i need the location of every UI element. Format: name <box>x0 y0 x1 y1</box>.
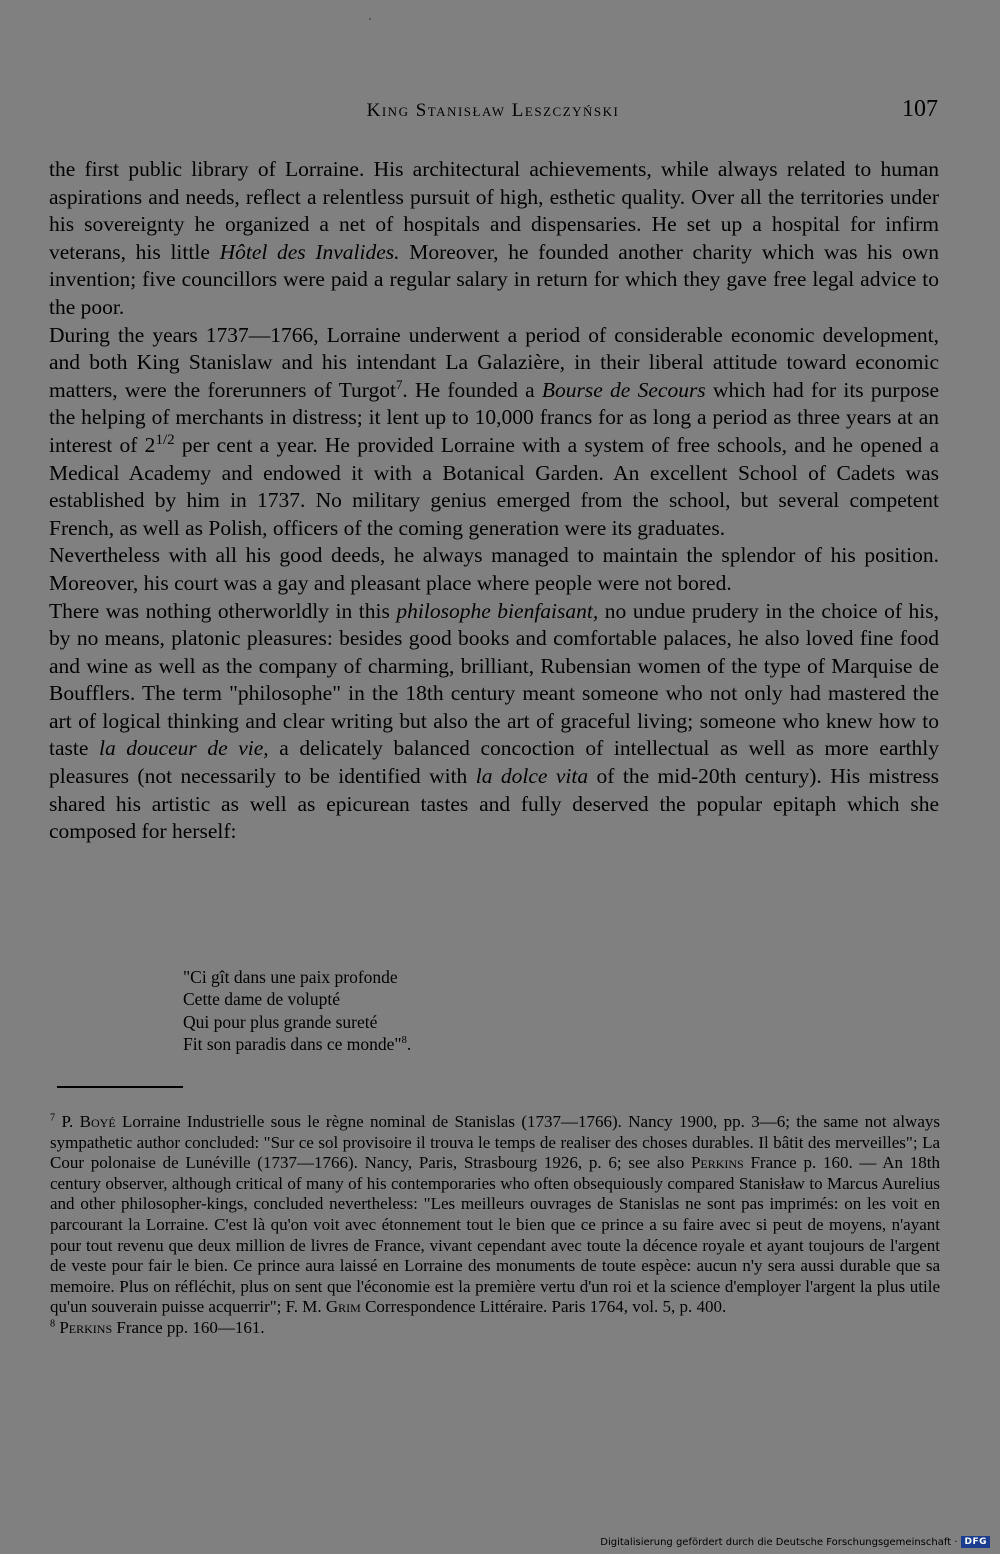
p2-text-c: which had for its purpose the helping of merchants in distress; it lent up to 10,000 francs for as long a period as three years at an interest of 2 <box>49 377 939 457</box>
epitaph-poem <box>183 966 411 1055</box>
footnotes <box>50 1112 940 1339</box>
footnote-7-author-boye: P. Boyé <box>61 1112 116 1131</box>
footnote-7-text-c: Correspondence Littéraire. Paris 1764, vol. 5, p. 400. <box>360 1297 727 1317</box>
running-title: King Stanisław Leszczyński <box>366 100 620 121</box>
footnote-ref-7: 7 <box>395 377 403 392</box>
footnote-divider <box>57 1086 183 1088</box>
footnote-8 <box>50 1318 940 1339</box>
p1-text-a: the first public library of Lorraine. His architectural achievements, while always related to human aspirations and needs, reflect a relentless pursuit of high, esthetic quality. Over all the territories under his sovereignty he organized a net of hospitals and dispensaries. He set up a hospital for infirm veterans, his little <box>49 157 939 264</box>
footnote-7-author-grim: Grim <box>325 1297 361 1317</box>
dfg-logo: DFG <box>961 1536 990 1548</box>
footnote-8-author: Perkins <box>59 1317 113 1337</box>
scan-speck <box>369 18 371 20</box>
paragraph-4 <box>49 598 939 846</box>
footnote-7-author-perkins: Perkins <box>690 1153 744 1173</box>
p4-text-c: a delicately balanced concoction of intellectual as well as more earthly pleasures (not necessarily to be identified with <box>49 736 939 789</box>
paragraph-2 <box>49 322 939 543</box>
p2-italic-bourse: Bourse de Secours <box>541 377 706 402</box>
footnote-7-text-b: France p. 160. — An 18th century observer, although critical of many of his contemporaries who often obsequiously compared Stanisław to Marcus Aurelius and other philosopher-kings, concluded nevertheless: "Les meilleurs ouvrages de Stanislas ne sont pas imprimés: on les voit en parcourant la Lorraine. C'est là qu'on voit avec étonnement tout le bien que ce prince a su faire avec si peut de moyens, n'ayant pour tout revenu que deux million de livres de France, vivant cependant avec toute la décence royale et ayant toujours de l'argent de veste pour fair le bien. Ce prince aura laissé en Lorraine des monuments de toute espèce: aucun n'y sera aussi durable que sa memoire. Plus on réfléchit, plus on sent que l'économie est la première vertu d'un roi et la science d'employer l'argent la plus utile qu'un souverain puisse acquerrir"; F. M. <box>50 1153 940 1317</box>
p4-italic-philosophe: philosophe bienfaisant, <box>396 598 599 623</box>
poem-line-2: Cette dame de volupté <box>183 989 340 1010</box>
footnote-7-text-a: Lorraine Industrielle sous le règne nominal de Stanislas (1737—1766). Nancy 1900, pp. 3—6; the same not always sympathetic author concluded: "Sur ce sol provisoire il trouva le temps de realiser des choses durables. Il bâtit des merveilles"; La Cour polonaise de Lunéville (1737—1766). Nancy, Paris, Strasbourg 1926, p. 6; see also <box>50 1112 940 1173</box>
main-text <box>49 156 939 846</box>
running-head <box>48 96 938 126</box>
poem-line-4-end: . <box>406 1033 412 1054</box>
p4-italic-dolce-vita: la dolce vita <box>475 764 589 789</box>
p4-text-a: There was nothing otherworldly in this <box>49 598 397 623</box>
p2-fraction: 1/2 <box>155 431 175 448</box>
p4-text-d: of the mid-20th century). His mistress shared his artistic as well as epicurean tastes and fully deserved the popular epitaph which she composed for herself: <box>49 764 939 844</box>
footnote-7 <box>50 1112 940 1318</box>
paragraph-1 <box>49 156 939 322</box>
poem-line-3: Qui pour plus grande sureté <box>183 1011 378 1032</box>
poem-line-4 <box>183 1033 411 1055</box>
footnote-8-marker: 8 <box>50 1318 56 1330</box>
poem-line-1: "Ci gît dans une paix profonde <box>183 967 398 987</box>
credit-text: Digitalisierung gefördert durch die Deutsche Forschungsgemeinschaft · <box>600 1537 958 1548</box>
p4-text-b: no undue prudery in the choice of his, by no means, platonic pleasures: besides good books and comfortable palaces, he also loved fine food and wine as well as the company of charming, brilliant, Rubensian women of the type of Marquise de Boufflers. The term "philosophe" in the 18th century meant someone who not only had mastered the art of logical thinking and clear writing but also the art of graceful living; someone who knew how to taste <box>49 598 940 761</box>
footnote-8-text: France pp. 160—161. <box>112 1317 265 1337</box>
digitization-credit <box>600 1536 990 1549</box>
footnote-7-marker: 7 <box>50 1112 56 1124</box>
p1-italic-hotel: Hôtel des Invalides. <box>219 239 400 264</box>
p2-text-a: During the years 1737—1766, Lorraine underwent a period of considerable economic development, and both King Stanislaw and his intendant La Galazière, in their liberal attitude toward economic matters, were the forerunners of Turgot <box>49 322 939 402</box>
page-number: 107 <box>902 96 938 122</box>
poem-line-4-text: Fit son paradis dans ce monde" <box>183 1033 402 1054</box>
p4-italic-douceur: la douceur de vie, <box>98 736 269 761</box>
paragraph-3: Nevertheless with all his good deeds, he always managed to maintain the splendor of his position. Moreover, his court was a gay and pleasant place where people were not bored. <box>49 543 939 595</box>
footnote-ref-8: 8 <box>401 1035 407 1047</box>
p2-text-d: per cent a year. He provided Lorraine with a system of free schools, and he opened a Medical Academy and endowed it with a Botanical Garden. An excellent School of Cadets was established by him in 1737. No military genius emerged from the school, but several competent French, as well as Polish, officers of the coming generation were its graduates. <box>49 432 939 540</box>
p1-text-b: Moreover, he founded another charity which was his own invention; five councillors were paid a regular salary in return for which they gave free legal advice to the poor. <box>49 239 939 319</box>
p2-text-b: . He founded a <box>402 377 542 402</box>
